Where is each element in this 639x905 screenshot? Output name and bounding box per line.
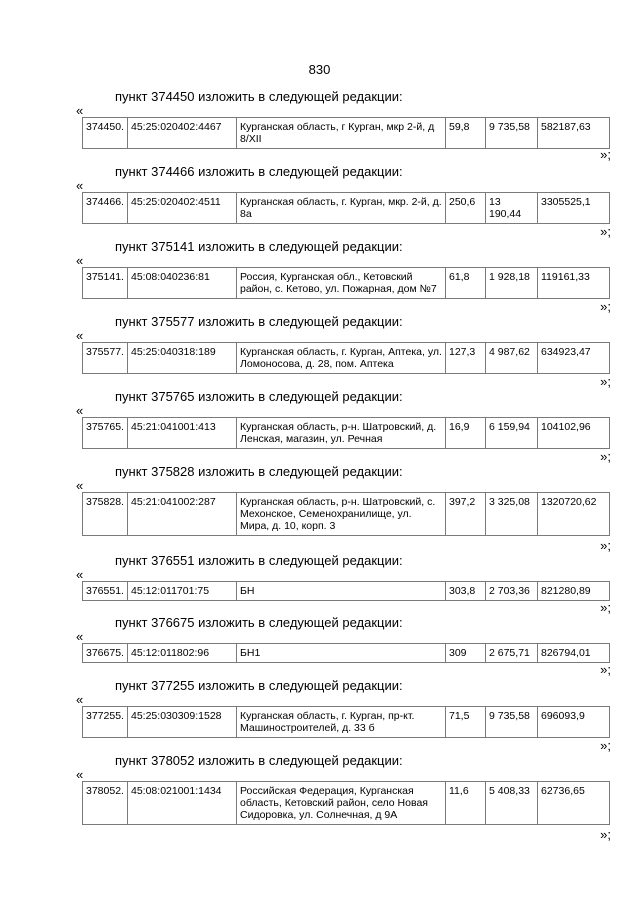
entry-table — [82, 643, 610, 663]
entry-heading: пункт 374450 изложить в следующей редакции: — [115, 89, 403, 104]
cell-value: 826794,01 — [538, 644, 610, 663]
cell-price: 5 408,33 — [486, 782, 538, 825]
cell-number: 375141. — [83, 268, 128, 299]
cell-area: 309 — [446, 644, 486, 663]
open-quote: « — [76, 767, 84, 782]
entry-table — [82, 492, 610, 536]
cell-address: БН1 — [237, 644, 446, 663]
cell-price: 1 928,18 — [486, 268, 538, 299]
table-row — [83, 493, 610, 536]
cell-address: Курганская область, г. Курган, пр-кт. Машиностроителей, д. 33 б — [237, 707, 446, 738]
open-quote: « — [76, 178, 84, 193]
cell-area: 59,8 — [446, 118, 486, 149]
page-number: 830 — [308, 62, 331, 77]
cell-price: 3 325,08 — [486, 493, 538, 536]
entry-heading: пункт 377255 изложить в следующей редакции: — [115, 678, 403, 693]
entry-table — [82, 417, 610, 449]
close-quote: »; — [600, 224, 611, 239]
cell-address: Курганская область, г Курган, мкр 2-й, д 8/XII — [237, 118, 446, 149]
cell-number: 374450. — [83, 118, 128, 149]
table-row — [83, 268, 610, 299]
cell-area: 61,8 — [446, 268, 486, 299]
cell-value: 821280,89 — [538, 582, 610, 601]
cell-area: 71,5 — [446, 707, 486, 738]
cell-value: 1320720,62 — [538, 493, 610, 536]
cell-price: 2 675,71 — [486, 644, 538, 663]
cell-cadastral: 45:08:040236:81 — [128, 268, 237, 299]
entry-table — [82, 781, 610, 825]
cell-cadastral: 45:25:020402:4511 — [128, 193, 237, 224]
cell-value: 119161,33 — [538, 268, 610, 299]
open-quote: « — [76, 403, 84, 418]
close-quote: »; — [600, 147, 611, 162]
entry-heading: пункт 375577 изложить в следующей редакции: — [115, 314, 403, 329]
cell-price: 9 735,58 — [486, 707, 538, 738]
open-quote: « — [76, 478, 84, 493]
entry-heading: пункт 376551 изложить в следующей редакции: — [115, 553, 403, 568]
entry-heading: пункт 375141 изложить в следующей редакции: — [115, 239, 403, 254]
entry-table — [82, 342, 610, 374]
cell-area: 127,3 — [446, 343, 486, 374]
entry-table — [82, 706, 610, 738]
cell-price: 9 735,58 — [486, 118, 538, 149]
open-quote: « — [76, 103, 84, 118]
cell-cadastral: 45:25:040318:189 — [128, 343, 237, 374]
table-row — [83, 782, 610, 825]
entry-table — [82, 117, 610, 149]
close-quote: »; — [600, 600, 611, 615]
close-quote: »; — [600, 299, 611, 314]
cell-area: 11,6 — [446, 782, 486, 825]
cell-address: Курганская область, р-н. Шатровский, д. Ленская, магазин, ул. Речная — [237, 418, 446, 449]
table-row — [83, 343, 610, 374]
cell-value: 634923,47 — [538, 343, 610, 374]
cell-cadastral: 45:12:011802:96 — [128, 644, 237, 663]
cell-price: 6 159,94 — [486, 418, 538, 449]
cell-cadastral: 45:08:021001:1434 — [128, 782, 237, 825]
entry-heading: пункт 374466 изложить в следующей редакции: — [115, 164, 403, 179]
cell-number: 375765. — [83, 418, 128, 449]
cell-address: Российская Федерация, Курганская область, Кетовский район, село Новая Сидоровка, ул. Солнечная, д 9А — [237, 782, 446, 825]
cell-cadastral: 45:12:011701:75 — [128, 582, 237, 601]
cell-value: 104102,96 — [538, 418, 610, 449]
entry-table — [82, 267, 610, 299]
cell-value: 696093,9 — [538, 707, 610, 738]
cell-cadastral: 45:25:030309:1528 — [128, 707, 237, 738]
cell-address: БН — [237, 582, 446, 601]
cell-number: 375577. — [83, 343, 128, 374]
table-row — [83, 118, 610, 149]
entry-table — [82, 192, 610, 224]
cell-area: 16,9 — [446, 418, 486, 449]
cell-area: 250,6 — [446, 193, 486, 224]
open-quote: « — [76, 253, 84, 268]
entry-heading: пункт 375765 изложить в следующей редакции: — [115, 389, 403, 404]
cell-value: 582187,63 — [538, 118, 610, 149]
table-row — [83, 707, 610, 738]
close-quote: »; — [600, 538, 611, 553]
open-quote: « — [76, 567, 84, 582]
open-quote: « — [76, 629, 84, 644]
table-row — [83, 644, 610, 663]
cell-address: Россия, Курганская обл., Кетовский район, с. Кетово, ул. Пожарная, дом №7 — [237, 268, 446, 299]
close-quote: »; — [600, 449, 611, 464]
open-quote: « — [76, 328, 84, 343]
cell-address: Курганская область, г. Курган, мкр. 2-й, д. 8а — [237, 193, 446, 224]
close-quote: »; — [600, 827, 611, 842]
open-quote: « — [76, 692, 84, 707]
cell-cadastral: 45:21:041002:287 — [128, 493, 237, 536]
close-quote: »; — [600, 738, 611, 753]
cell-cadastral: 45:21:041001:413 — [128, 418, 237, 449]
cell-price: 13 190,44 — [486, 193, 538, 224]
cell-value: 3305525,1 — [538, 193, 610, 224]
cell-value: 62736,65 — [538, 782, 610, 825]
cell-number: 377255. — [83, 707, 128, 738]
cell-address: Курганская область, р-н. Шатровский, с. Мехонское, Семенохранилище, ул. Мира, д. 10, корп. 3 — [237, 493, 446, 536]
cell-area: 303,8 — [446, 582, 486, 601]
close-quote: »; — [600, 662, 611, 677]
cell-price: 2 703,36 — [486, 582, 538, 601]
cell-number: 378052. — [83, 782, 128, 825]
table-row — [83, 193, 610, 224]
cell-price: 4 987,62 — [486, 343, 538, 374]
cell-address: Курганская область, г. Курган, Аптека, ул. Ломоносова, д. 28, пом. Аптека — [237, 343, 446, 374]
cell-cadastral: 45:25:020402:4467 — [128, 118, 237, 149]
entry-heading: пункт 378052 изложить в следующей редакции: — [115, 753, 403, 768]
entry-heading: пункт 375828 изложить в следующей редакции: — [115, 464, 403, 479]
table-row — [83, 418, 610, 449]
cell-area: 397,2 — [446, 493, 486, 536]
close-quote: »; — [600, 374, 611, 389]
entry-heading: пункт 376675 изложить в следующей редакции: — [115, 615, 403, 630]
cell-number: 376551. — [83, 582, 128, 601]
table-row — [83, 582, 610, 601]
cell-number: 375828. — [83, 493, 128, 536]
cell-number: 376675. — [83, 644, 128, 663]
entry-table — [82, 581, 610, 601]
cell-number: 374466. — [83, 193, 128, 224]
